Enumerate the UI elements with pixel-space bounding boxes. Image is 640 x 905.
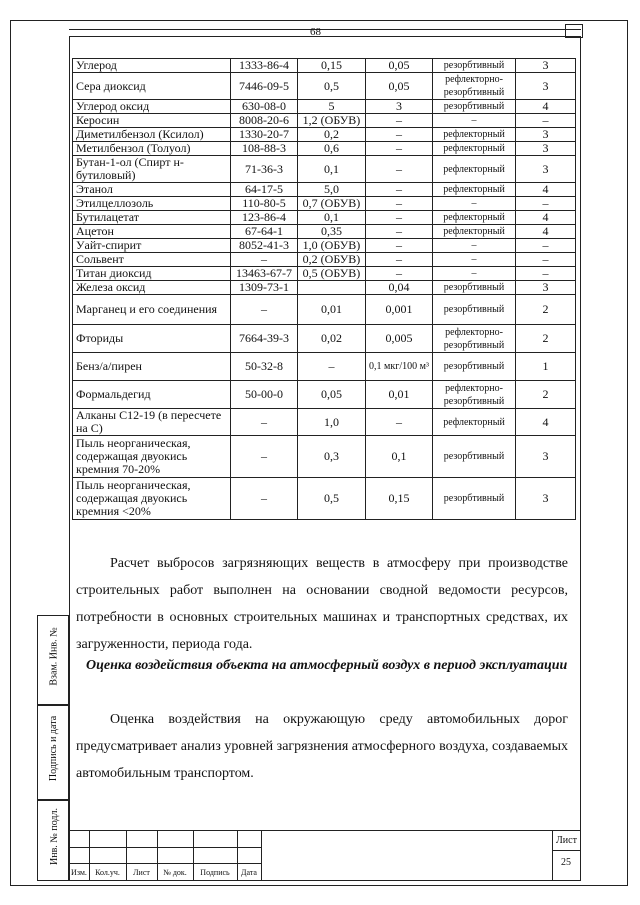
cell-value-2: 0,01 bbox=[366, 381, 433, 409]
cell-value-1: 0,3 bbox=[298, 436, 366, 478]
table-row bbox=[73, 73, 576, 100]
cell-value-2: – bbox=[366, 128, 433, 142]
cell-effect: рефлекторный bbox=[433, 211, 516, 225]
table-row bbox=[73, 211, 576, 225]
cell-class: 3 bbox=[516, 156, 576, 183]
cell-value-2: 0,05 bbox=[366, 59, 433, 73]
cell-effect: рефлекторно-резорбтивный bbox=[433, 73, 516, 100]
cell-cas: 8008-20-6 bbox=[231, 114, 298, 128]
cell-effect: – bbox=[433, 197, 516, 211]
cell-value-1: 0,02 bbox=[298, 325, 366, 353]
cell-value-1: 0,5 bbox=[298, 73, 366, 100]
cell-name: Уайт-спирит bbox=[73, 239, 231, 253]
cell-cas: 630-08-0 bbox=[231, 100, 298, 114]
side-label-podpis: Подпись и дата bbox=[48, 715, 60, 782]
cell-value-2: 0,005 bbox=[366, 325, 433, 353]
cell-value-2: 0,1 мкг/100 м³ bbox=[366, 353, 433, 381]
cell-value-2: 0,001 bbox=[366, 295, 433, 325]
cell-cas: – bbox=[231, 295, 298, 325]
cell-cas: – bbox=[231, 409, 298, 436]
cell-name: Сольвент bbox=[73, 253, 231, 267]
page-number: 68 bbox=[310, 26, 321, 38]
cell-value-2: – bbox=[366, 239, 433, 253]
cell-effect: рефлекторно-резорбтивный bbox=[433, 381, 516, 409]
table-row bbox=[73, 295, 576, 325]
stamp-sheet-number: 25 bbox=[561, 857, 571, 868]
cell-value-1: 0,5 bbox=[298, 478, 366, 520]
title-stamp bbox=[69, 830, 581, 881]
substances-table bbox=[72, 58, 576, 520]
cell-cas: 13463-67-7 bbox=[231, 267, 298, 281]
cell-value-1: 1,0 bbox=[298, 409, 366, 436]
cell-value-1 bbox=[298, 281, 366, 295]
cell-effect: рефлекторный bbox=[433, 409, 516, 436]
cell-name: Ацетон bbox=[73, 225, 231, 239]
paragraph-calculation: Расчет выбросов загрязняющих веществ в атмосферу при производстве строительных работ выполнен на основании сводной ведомости ресурсов, потребности в основных строительных машинах и транспортных средствах, их загруженности, периода года. bbox=[76, 556, 568, 652]
cell-class: 3 bbox=[516, 128, 576, 142]
cell-value-1: – bbox=[298, 353, 366, 381]
cell-class: 3 bbox=[516, 59, 576, 73]
cell-effect: рефлекторный bbox=[433, 183, 516, 197]
cell-name: Метилбензол (Толуол) bbox=[73, 142, 231, 156]
cell-name: Этилцеллозоль bbox=[73, 197, 231, 211]
cell-name: Углерод оксид bbox=[73, 100, 231, 114]
cell-value-2: 0,04 bbox=[366, 281, 433, 295]
cell-effect: – bbox=[433, 253, 516, 267]
cell-class: 3 bbox=[516, 281, 576, 295]
cell-class: – bbox=[516, 253, 576, 267]
cell-cas: 64-17-5 bbox=[231, 183, 298, 197]
side-cell-inv bbox=[37, 800, 69, 881]
cell-class: – bbox=[516, 239, 576, 253]
table-row bbox=[73, 281, 576, 295]
cell-name: Алканы C12-19 (в пересчете на С) bbox=[73, 409, 231, 436]
cell-name: Диметилбензол (Ксилол) bbox=[73, 128, 231, 142]
cell-cas: 1330-20-7 bbox=[231, 128, 298, 142]
cell-class: 4 bbox=[516, 183, 576, 197]
stamp-list: Лист bbox=[133, 868, 150, 877]
cell-cas: – bbox=[231, 436, 298, 478]
cell-class: 1 bbox=[516, 353, 576, 381]
cell-value-2: – bbox=[366, 183, 433, 197]
cell-value-1: 0,6 bbox=[298, 142, 366, 156]
table-row bbox=[73, 197, 576, 211]
cell-name: Фториды bbox=[73, 325, 231, 353]
cell-name: Этанол bbox=[73, 183, 231, 197]
side-label-vzam: Взам. Инв. № bbox=[48, 626, 60, 686]
cell-effect: рефлекторный bbox=[433, 156, 516, 183]
table-row bbox=[73, 225, 576, 239]
table-row bbox=[73, 381, 576, 409]
cell-value-1: 0,1 bbox=[298, 211, 366, 225]
cell-value-1: 0,7 (ОБУВ) bbox=[298, 197, 366, 211]
cell-cas: 123-86-4 bbox=[231, 211, 298, 225]
cell-value-2: – bbox=[366, 211, 433, 225]
table-row bbox=[73, 114, 576, 128]
cell-class: 2 bbox=[516, 381, 576, 409]
table-row bbox=[73, 142, 576, 156]
table-row bbox=[73, 267, 576, 281]
cell-value-2: 0,15 bbox=[366, 478, 433, 520]
cell-class: 2 bbox=[516, 295, 576, 325]
cell-value-1: 0,35 bbox=[298, 225, 366, 239]
cell-value-1: 1,0 (ОБУВ) bbox=[298, 239, 366, 253]
cell-class: – bbox=[516, 197, 576, 211]
cell-value-2: – bbox=[366, 225, 433, 239]
cell-cas: 67-64-1 bbox=[231, 225, 298, 239]
cell-class: 4 bbox=[516, 211, 576, 225]
cell-class: 4 bbox=[516, 100, 576, 114]
cell-value-2: – bbox=[366, 114, 433, 128]
cell-name: Марганец и его соединения bbox=[73, 295, 231, 325]
cell-name: Пыль неорганическая, содержащая двуокись кремния 70-20% bbox=[73, 436, 231, 478]
stamp-data: Дата bbox=[241, 868, 257, 877]
cell-class: – bbox=[516, 267, 576, 281]
cell-effect: резорбтивный bbox=[433, 281, 516, 295]
table-row bbox=[73, 100, 576, 114]
table-row bbox=[73, 156, 576, 183]
cell-cas: 110-80-5 bbox=[231, 197, 298, 211]
cell-class: 2 bbox=[516, 325, 576, 353]
table-row bbox=[73, 128, 576, 142]
cell-cas: 1309-73-1 bbox=[231, 281, 298, 295]
cell-value-1: 0,15 bbox=[298, 59, 366, 73]
cell-value-2: – bbox=[366, 253, 433, 267]
table-row bbox=[73, 183, 576, 197]
table-row bbox=[73, 239, 576, 253]
cell-value-1: 5,0 bbox=[298, 183, 366, 197]
table-row bbox=[73, 436, 576, 478]
cell-effect: резорбтивный bbox=[433, 353, 516, 381]
cell-value-1: 0,2 (ОБУВ) bbox=[298, 253, 366, 267]
table-row bbox=[73, 478, 576, 520]
cell-effect: резорбтивный bbox=[433, 478, 516, 520]
cell-value-2: – bbox=[366, 142, 433, 156]
cell-name: Бутан-1-ол (Спирт н-бутиловый) bbox=[73, 156, 231, 183]
side-cell-podpis bbox=[37, 705, 69, 800]
cell-effect: резорбтивный bbox=[433, 436, 516, 478]
cell-cas: 50-00-0 bbox=[231, 381, 298, 409]
cell-class: 3 bbox=[516, 73, 576, 100]
stamp-podpis: Подпись bbox=[200, 868, 230, 877]
cell-name: Сера диоксид bbox=[73, 73, 231, 100]
cell-name: Пыль неорганическая, содержащая двуокись кремния <20% bbox=[73, 478, 231, 520]
cell-value-1: 0,05 bbox=[298, 381, 366, 409]
cell-effect: рефлекторно-резорбтивный bbox=[433, 325, 516, 353]
cell-value-1: 0,2 bbox=[298, 128, 366, 142]
cell-effect: – bbox=[433, 114, 516, 128]
paragraph-assessment: Оценка воздействия на окружающую среду автомобильных дорог предусматривает анализ уровней загрязнения атмосферного воздуха, создаваемых автомобильным транспортом. bbox=[76, 712, 568, 781]
side-label-inv: Инв. № подл. bbox=[48, 808, 60, 865]
stamp-koluch: Кол.уч. bbox=[95, 868, 120, 877]
cell-value-1: 0,01 bbox=[298, 295, 366, 325]
cell-name: Бенз/а/пирен bbox=[73, 353, 231, 381]
cell-cas: 71-36-3 bbox=[231, 156, 298, 183]
table-row bbox=[73, 353, 576, 381]
stamp-ndok: № док. bbox=[163, 868, 187, 877]
side-cell-vzam bbox=[37, 615, 69, 705]
cell-cas: 108-88-3 bbox=[231, 142, 298, 156]
cell-effect: резорбтивный bbox=[433, 59, 516, 73]
cell-value-2: – bbox=[366, 156, 433, 183]
cell-cas: 8052-41-3 bbox=[231, 239, 298, 253]
cell-value-2: – bbox=[366, 267, 433, 281]
cell-effect: – bbox=[433, 239, 516, 253]
cell-value-1: 0,5 (ОБУВ) bbox=[298, 267, 366, 281]
cell-value-1: 5 bbox=[298, 100, 366, 114]
cell-name: Углерод bbox=[73, 59, 231, 73]
table-row bbox=[73, 253, 576, 267]
cell-value-2: 0,1 bbox=[366, 436, 433, 478]
cell-cas: – bbox=[231, 253, 298, 267]
cell-name: Железа оксид bbox=[73, 281, 231, 295]
cell-class: 4 bbox=[516, 409, 576, 436]
cell-cas: – bbox=[231, 478, 298, 520]
table-row bbox=[73, 59, 576, 73]
cell-name: Керосин bbox=[73, 114, 231, 128]
stamp-izm: Изм. bbox=[71, 868, 87, 877]
cell-class: 4 bbox=[516, 225, 576, 239]
section-heading: Оценка воздействия объекта на атмосферный воздух в период эксплуатации bbox=[86, 658, 568, 673]
cell-name: Бутилацетат bbox=[73, 211, 231, 225]
cell-class: 3 bbox=[516, 436, 576, 478]
cell-value-2: – bbox=[366, 197, 433, 211]
cell-effect: резорбтивный bbox=[433, 295, 516, 325]
cell-value-2: – bbox=[366, 409, 433, 436]
cell-cas: 7664-39-3 bbox=[231, 325, 298, 353]
cell-effect: рефлекторный bbox=[433, 128, 516, 142]
cell-effect: резорбтивный bbox=[433, 100, 516, 114]
table-row bbox=[73, 409, 576, 436]
cell-class: 3 bbox=[516, 142, 576, 156]
cell-cas: 50-32-8 bbox=[231, 353, 298, 381]
table-row bbox=[73, 325, 576, 353]
cell-effect: рефлекторный bbox=[433, 225, 516, 239]
cell-value-2: 3 bbox=[366, 100, 433, 114]
cell-cas: 7446-09-5 bbox=[231, 73, 298, 100]
stamp-sheet-label: Лист bbox=[556, 835, 577, 846]
cell-value-1: 1,2 (ОБУВ) bbox=[298, 114, 366, 128]
cell-effect: – bbox=[433, 267, 516, 281]
cell-value-2: 0,05 bbox=[366, 73, 433, 100]
cell-name: Формальдегид bbox=[73, 381, 231, 409]
cell-class: 3 bbox=[516, 478, 576, 520]
cell-name: Титан диоксид bbox=[73, 267, 231, 281]
cell-class: – bbox=[516, 114, 576, 128]
cell-value-1: 0,1 bbox=[298, 156, 366, 183]
cell-cas: 1333-86-4 bbox=[231, 59, 298, 73]
cell-effect: рефлекторный bbox=[433, 142, 516, 156]
